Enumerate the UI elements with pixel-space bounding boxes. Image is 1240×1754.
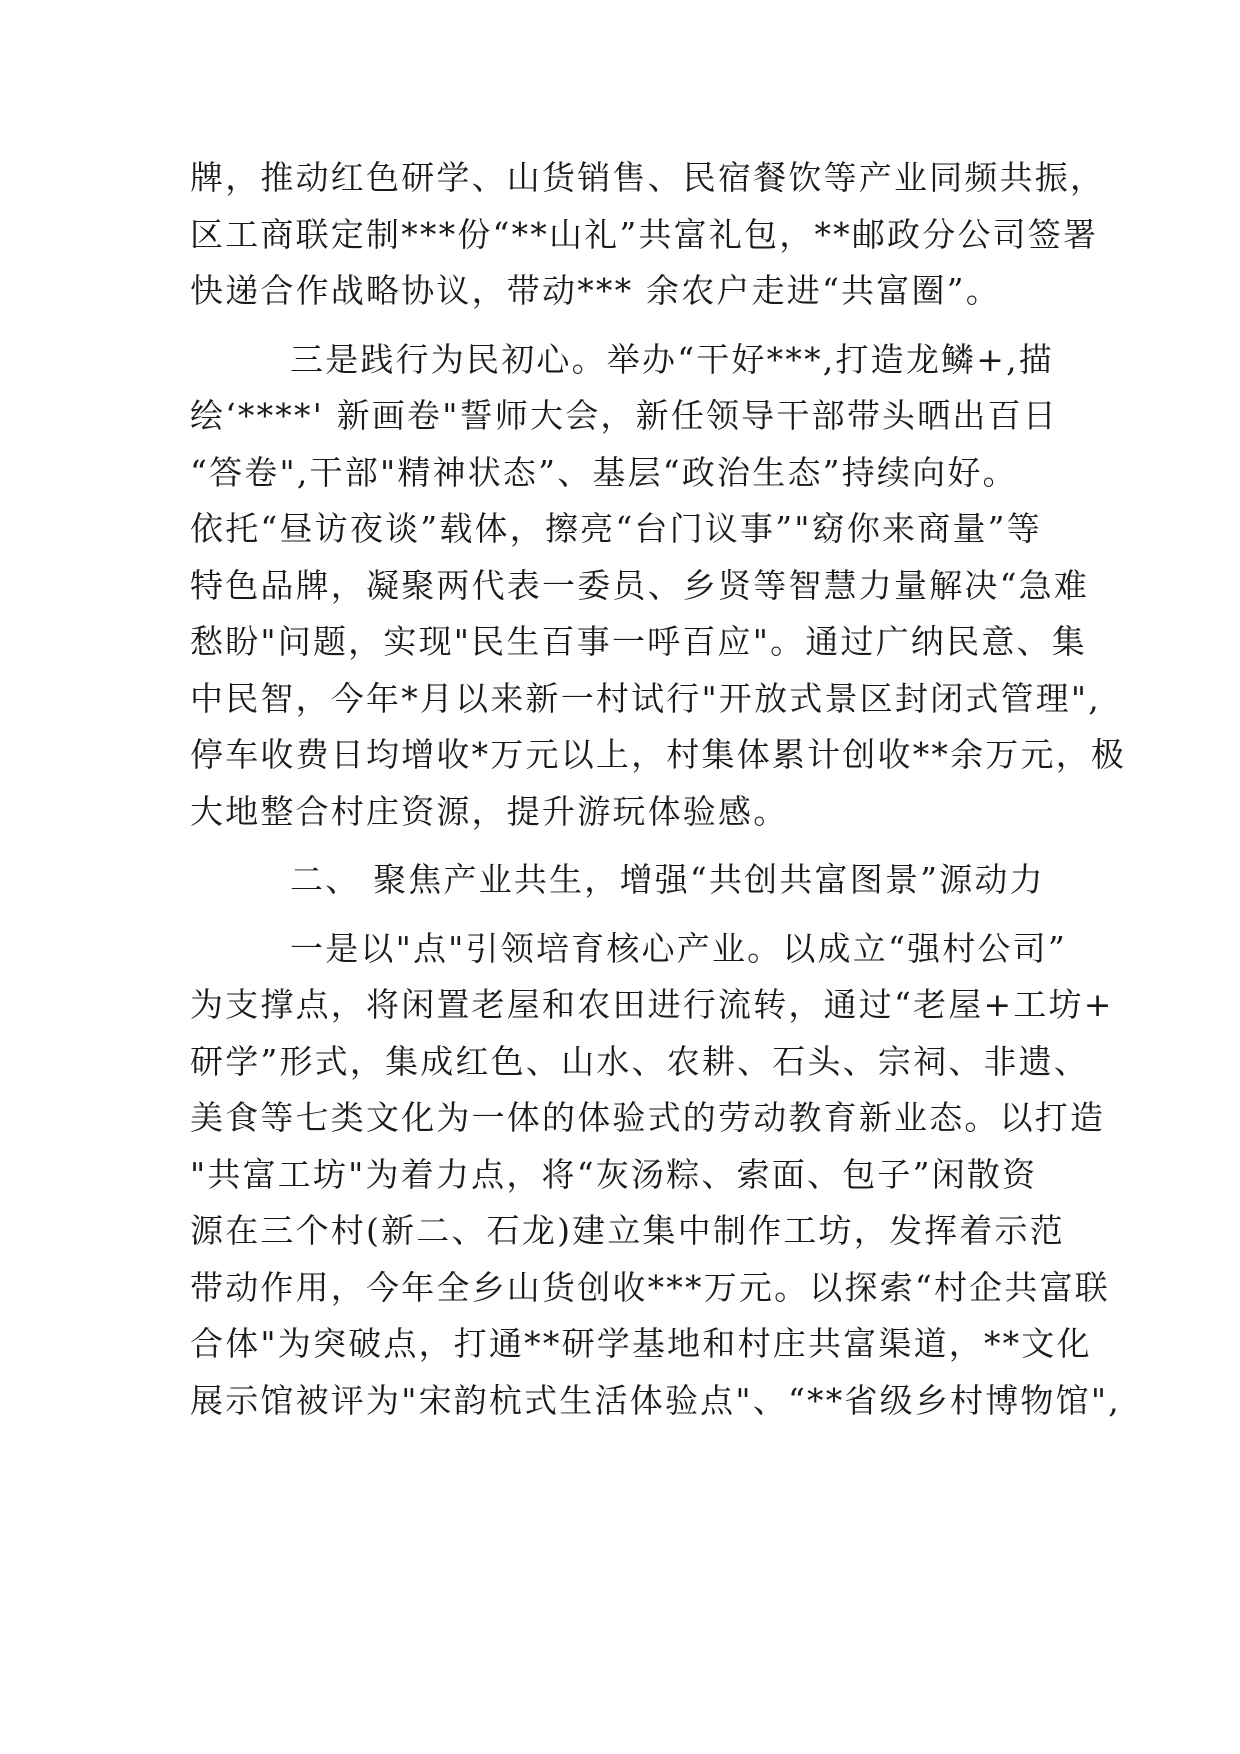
paragraph-line: 绘‘****' 新画卷"誓师大会，新任领导干部带头晒出百日 [190, 396, 1059, 435]
paragraph-line: “答卷",干部"精神状态”、基层“政治生态”持续向好。 [190, 452, 1018, 492]
document-body [190, 150, 1127, 1429]
paragraph-line: 展示馆被评为"宋韵杭式生活体验点"、“**省级乡村博物馆", [190, 1380, 1121, 1420]
paragraph-line: 大地整合村庄资源，提升游玩体验感。 [190, 791, 789, 831]
paragraph-line: 愁盼"问题，实现"民生百事一呼百应"。通过广纳民意、集 [190, 622, 1087, 661]
paragraph-line: 牌，推动红色研学、山货销售、民宿餐饮等产业同频共振， [190, 158, 1106, 197]
paragraph-line: 中民智，今年*月以来新一村试行"开放式景区封闭式管理", [190, 678, 1101, 718]
paragraph-line: 依托“昼访夜谈”载体，擦亮“台门议事”"窈你来商量”等 [190, 509, 1042, 548]
paragraph-line: 区工商联定制***份“**山礼”共富礼包，**邮政分公司签署 [190, 214, 1099, 254]
paragraph-line: 快递合作战略协议，带动*** 余农户走进“共富圈”。 [190, 271, 1001, 310]
paragraph-line: 美食等七类文化为一体的体验式的劳动教育新业态。以打造 [190, 1098, 1106, 1137]
paragraph-line: 源在三个村(新二、石龙)建立集中制作工坊，发挥着示范 [190, 1211, 1065, 1250]
paragraph-line: 为支撑点，将闲置老屋和农田进行流转，通过“老屋+工坊+ [190, 985, 1114, 1024]
paragraph-line: 一是以"点"引领培育核心产业。以成立“强村公司” [290, 928, 1067, 968]
paragraph-line: 特色品牌，凝聚两代表一委员、乡贤等智慧力量解决“急难 [190, 565, 1090, 605]
section-heading: 二、 聚焦产业共生，增强“共创共富图景”源动力 [290, 860, 1045, 899]
paragraph-line: 停车收费日均增收*万元以上，村集体累计创收**余万元，极 [190, 735, 1127, 774]
paragraph-line: "共富工坊"为着力点，将“灰汤粽、索面、包子”闲散资 [190, 1154, 1038, 1194]
paragraph-line: 合体"为突破点，打通**研学基地和村庄共富渠道，**文化 [190, 1324, 1092, 1363]
paragraph-line: 三是践行为民初心。举办“干好***,打造龙鳞+,描 [290, 339, 1055, 379]
paragraph-line: 研学”形式，集成红色、山水、农耕、石头、宗祠、非遗、 [190, 1041, 1090, 1081]
paragraph-line: 带动作用，今年全乡山货创收***万元。以探索“村企共富联 [190, 1267, 1110, 1307]
